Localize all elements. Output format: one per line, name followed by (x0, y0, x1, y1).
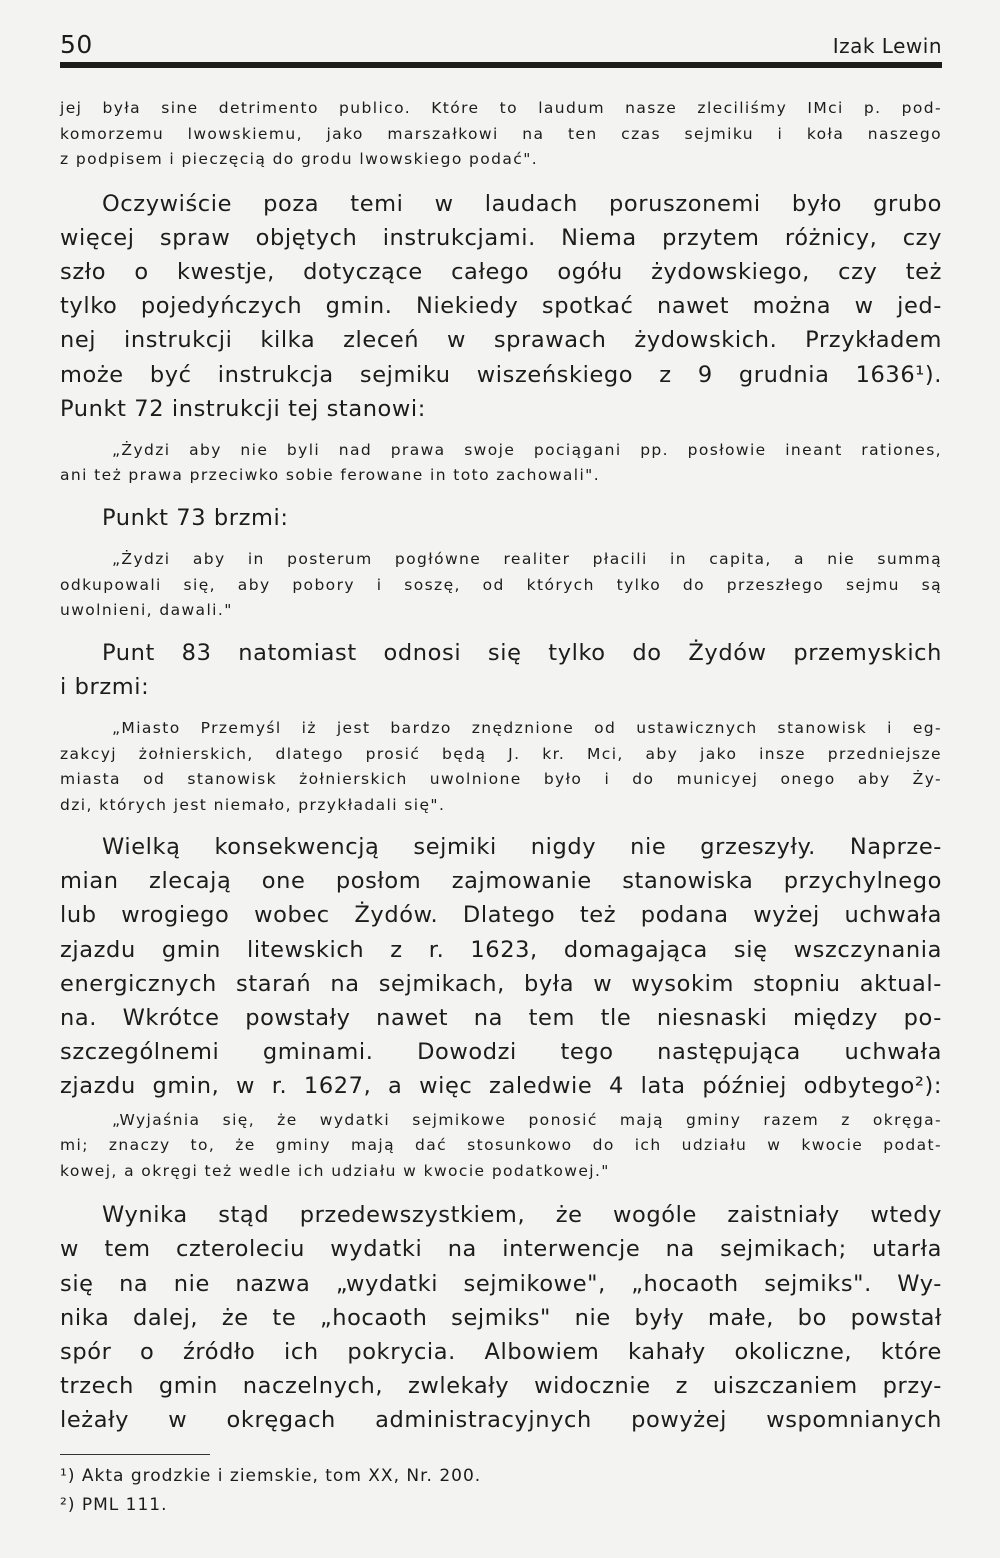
paragraph (60, 187, 942, 426)
text-line: z podpisem i pieczęcią do grodu lwowskiego podać". (60, 150, 539, 168)
page (60, 28, 942, 1438)
text-line: się na nie nazwa „wydatki sejmikowe", „hocaoth sejmiks". Wy- (60, 1270, 942, 1297)
text-line: szczególnemi gminami. Dowodzi tego następująca uchwała (60, 1039, 942, 1066)
text-line: tylko pojedyńczych gmin. Niekiedy spotkać nawet można w jed- (60, 293, 942, 320)
main-text (60, 96, 942, 1438)
text-line: „Wyjaśnia się, że wydatki sejmikowe ponosić mają gminy razem z okręga- (112, 1110, 942, 1129)
text-line: lub wrogiego wobec Żydów. Dlatego też podana wyżej uchwała (60, 902, 942, 929)
text-line: Punkt 73 brzmi: (102, 504, 289, 531)
text-line: dzi, których jest niemało, przykładali się". (60, 795, 446, 814)
text-line: Punt 83 natomiast odnosi się tylko do Żydów przemyskich (102, 639, 942, 666)
text-line: mi; znaczy to, że gminy mają dać stosunkowo do ich udziału w kwocie podat- (60, 1136, 942, 1155)
quote-block (60, 547, 942, 624)
text-line: uwolnieni, dawali." (60, 601, 233, 620)
page-number: 50 (60, 30, 93, 59)
footnote (60, 1491, 660, 1520)
paragraph (60, 1198, 942, 1437)
text-line: spór o źródło ich pokrycia. Albowiem kahały okoliczne, które (60, 1338, 942, 1365)
text-line: jej była sine detrimento publico. Które to laudum nasze zleciliśmy IMci p. pod- (60, 99, 942, 117)
text-line: trzech gmin naczelnych, zwlekały widocznie z uiszczaniem przy- (60, 1373, 942, 1400)
text-line: Oczywiście poza temi w laudach poruszonemi było grubo (102, 190, 942, 217)
running-head: Izak Lewin (832, 34, 942, 58)
text-line: na. Wkrótce powstały nawet na tem tle niesnaski między po- (60, 1005, 942, 1032)
text-line: komorzemu lwowskiemu, jako marszałkowi na ten czas sejmiku i koła naszego (60, 124, 942, 143)
text-line: zjazdu gmin, w r. 1627, a więc zaledwie 4 lata później odbytego²): (60, 1073, 942, 1100)
text-line: leżały w okręgach administracyjnych powyżej wspomnianych (60, 1407, 942, 1434)
text-line: i brzmi: (60, 673, 150, 700)
quote-block (60, 438, 942, 489)
footnote-text: Akta grodzkie i ziemskie, tom XX, Nr. 200. (81, 1466, 482, 1486)
text-line: zjazdu gmin litewskich z r. 1623, domagająca się wszczynania (60, 936, 942, 963)
text-line: mian zlecają one posłom zajmowanie stanowiska przychylnego (60, 868, 942, 895)
footnote-text: PML 111. (81, 1495, 168, 1515)
text-line: „Żydzi aby in posterum pogłówne realiter płacili in capita, a nie summą (112, 550, 942, 569)
footnote-marker: ²) (60, 1495, 76, 1515)
quote-block (60, 1108, 942, 1185)
header-rule (60, 62, 942, 68)
text-line: ani też prawa przeciwko sobie ferowane in toto zachowali". (60, 466, 601, 485)
text-line: odkupowali się, aby pobory i soszę, od których tylko do przeszłego sejmu są (60, 575, 942, 594)
text-line: nika dalej, że te „hocaoth sejmiks" nie były małe, bo powstał (60, 1304, 942, 1331)
text-line: energicznych starań na sejmikach, była w wysokim stopniu aktual- (60, 970, 942, 997)
text-line: w tem czteroleciu wydatki na interwencje na sejmikach; utarła (60, 1236, 942, 1263)
footnote (60, 1462, 660, 1491)
paragraph (60, 830, 942, 1104)
footnotes (60, 1462, 660, 1520)
text-line: może być instrukcja sejmiku wiszeńskiego z 9 grudnia 1636¹). (60, 361, 942, 388)
paragraph (60, 636, 942, 704)
text-line: Wielką konsekwencją sejmiki nigdy nie grzeszyły. Naprze- (102, 834, 942, 861)
footnote-separator (60, 1454, 210, 1455)
text-line: zakcyj żołnierskich, dlatego prosić będą J. kr. Mci, aby jako insze przedniejsze (60, 744, 942, 763)
text-line: „Miasto Przemyśl iż jest bardzo znędznione od ustawicznych stanowisk i eg- (112, 719, 942, 738)
paragraph (60, 501, 942, 535)
text-line: szło o kwestje, dotyczące całego ogółu żydowskiego, czy też (60, 258, 942, 285)
text-line: nej instrukcji kilka zleceń w sprawach żydowskich. Przykładem (60, 327, 942, 354)
quote-block (60, 96, 942, 173)
text-line: kowej, a okręgi też wedle ich udziału w kwocie podatkowej." (60, 1161, 610, 1180)
text-line: więcej spraw objętych instrukcjami. Niema przytem różnicy, czy (60, 224, 942, 251)
page-header (60, 28, 942, 62)
text-line: miasta od stanowisk żołnierskich uwolnione było i do municyej onego aby Ży- (60, 770, 942, 789)
text-line: „Żydzi aby nie byli nad prawa swoje pociągani pp. posłowie ineant rationes, (112, 440, 942, 459)
text-line: Punkt 72 instrukcji tej stanowi: (60, 395, 426, 422)
footnote-marker: ¹) (60, 1466, 76, 1486)
quote-block (60, 716, 942, 818)
text-line: Wynika stąd przedewszystkiem, że wogóle zaistniały wtedy (102, 1202, 942, 1229)
